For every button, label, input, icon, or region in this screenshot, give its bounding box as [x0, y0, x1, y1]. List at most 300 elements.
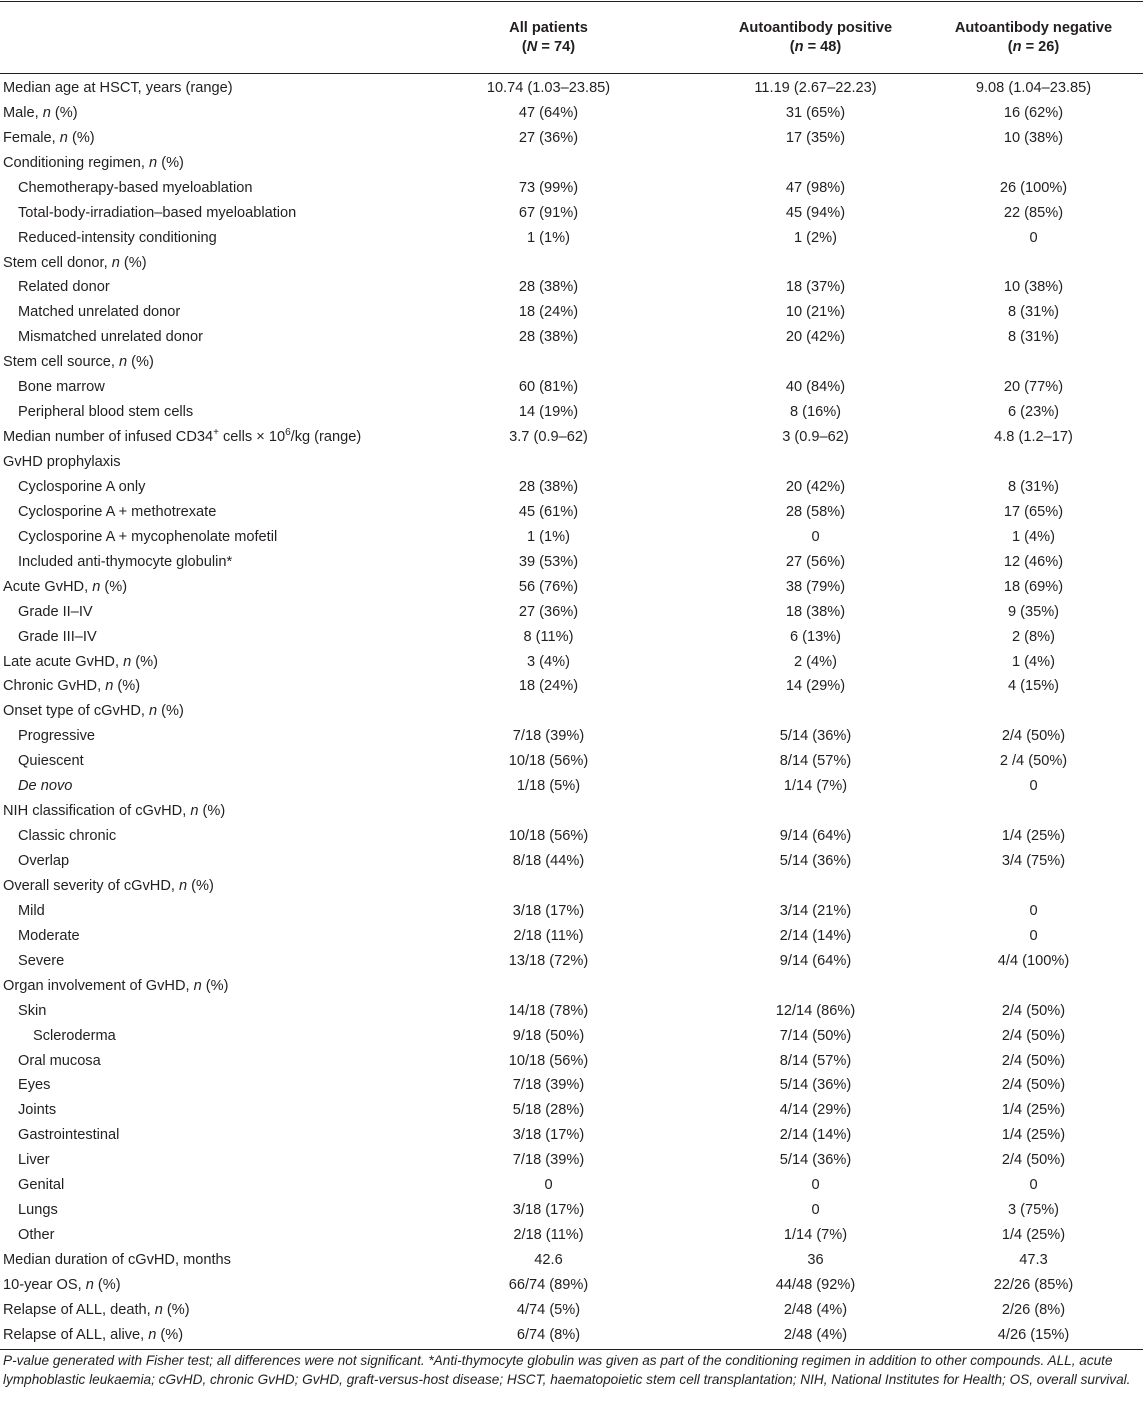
cell-pos: 2 (4%) — [794, 653, 837, 670]
cell-all: 0 — [544, 1177, 553, 1194]
table-row — [0, 1049, 1143, 1074]
cell-pos: 1/14 (7%) — [783, 778, 848, 795]
italic-n: n — [154, 1301, 163, 1318]
row-label-part: Median number of infused CD34 — [3, 429, 214, 446]
row-label-text: Reduced-intensity conditioning — [18, 229, 217, 246]
cell-pos: 5/14 (36%) — [779, 728, 852, 745]
table-row — [0, 201, 1143, 226]
header-negative-count: (n = 26) — [1007, 38, 1060, 55]
cell-neg: 1/4 (25%) — [1001, 1102, 1066, 1119]
row-label-text: Included anti-thymocyte globulin* — [18, 553, 233, 570]
cell-all — [390, 450, 707, 475]
cell-pos: 4/14 (29%) — [779, 1102, 852, 1119]
table-row — [0, 375, 1143, 400]
header-autoantibody-positive — [707, 2, 924, 74]
row-label-text: Cyclosporine A only — [18, 478, 146, 495]
cell-neg: 9 (35%) — [1007, 603, 1060, 620]
cell-neg: 47.3 — [1019, 1252, 1048, 1269]
cell-all: 3 (4%) — [527, 653, 570, 670]
row-label — [0, 500, 390, 525]
row-label — [0, 226, 390, 251]
row-label-text: Classic chronic — [18, 828, 117, 845]
header-all-patients-count: (N = 74) — [521, 38, 576, 55]
italic-n: n — [118, 354, 128, 371]
row-label-text: Genital — [18, 1177, 65, 1194]
cell-all — [390, 151, 707, 176]
cell-pos: 17 (35%) — [785, 129, 846, 146]
row-label-text: Joints — [18, 1102, 57, 1119]
cell-pos: 6 (13%) — [789, 628, 842, 645]
cell-neg: 4/26 (15%) — [924, 1323, 1143, 1350]
table-row — [0, 824, 1143, 849]
row-label-text: 10-year OS, n (%) — [3, 1276, 121, 1293]
cell-neg: 22 (85%) — [1003, 204, 1064, 221]
table-row — [0, 550, 1143, 575]
table-row — [0, 699, 1143, 724]
row-label — [0, 1024, 390, 1049]
table-row — [0, 74, 1143, 101]
row-label-text: Peripheral blood stem cells — [18, 404, 194, 421]
row-label-text: Skin — [18, 1002, 47, 1019]
cell-neg: 9.08 (1.04–23.85) — [975, 79, 1092, 96]
row-label-text: Stem cell donor, n (%) — [3, 254, 147, 271]
cell-pos: 0 — [811, 1177, 820, 1194]
cell-all: 28 (38%) — [518, 478, 579, 495]
row-label-part: + — [213, 427, 219, 439]
italic-n: n — [193, 977, 202, 994]
row-label — [0, 999, 390, 1024]
row-label-text: Quiescent — [18, 753, 84, 770]
cell-all: 39 (53%) — [518, 553, 579, 570]
table-row — [0, 151, 1143, 176]
cell-pos: 18 (38%) — [785, 603, 846, 620]
table-row — [0, 774, 1143, 799]
cell-all: 10.74 (1.03–23.85) — [486, 79, 611, 96]
table-row — [0, 350, 1143, 375]
cell-neg: 0 — [1029, 927, 1038, 944]
cell-neg: 1/4 (25%) — [1001, 1127, 1066, 1144]
cell-all: 10/18 (56%) — [508, 753, 589, 770]
row-label — [0, 201, 390, 226]
cell-pos — [707, 799, 924, 824]
cell-all: 28 (38%) — [518, 279, 579, 296]
cell-all — [390, 350, 707, 375]
table-row — [0, 849, 1143, 874]
cell-pos: 5/14 (36%) — [779, 1077, 852, 1094]
cell-all: 27 (36%) — [518, 603, 579, 620]
row-label-text: Grade III–IV — [18, 628, 97, 645]
header-all-patients-title: All patients — [509, 19, 588, 36]
row-label — [0, 1098, 390, 1123]
cell-all: 1/18 (5%) — [516, 778, 581, 795]
table-row — [0, 400, 1143, 425]
row-label — [0, 475, 390, 500]
cell-neg: 2 (8%) — [1012, 628, 1055, 645]
row-label — [0, 1148, 390, 1173]
cell-neg — [924, 699, 1143, 724]
row-label — [0, 824, 390, 849]
row-label-text: Acute GvHD, n (%) — [3, 578, 128, 595]
row-label — [0, 874, 390, 899]
table-body — [0, 74, 1143, 1350]
cell-neg: 0 — [1029, 229, 1038, 246]
cell-all: 3/18 (17%) — [512, 1127, 585, 1144]
italic-n: n — [123, 653, 132, 670]
cell-all — [390, 251, 707, 276]
cell-neg — [924, 874, 1143, 899]
row-label — [0, 1123, 390, 1148]
cell-neg — [924, 350, 1143, 375]
cell-pos: 9/14 (64%) — [779, 952, 852, 969]
cell-all: 18 (24%) — [518, 304, 579, 321]
row-label — [0, 425, 390, 450]
row-label — [0, 1074, 390, 1099]
cell-neg: 4/4 (100%) — [997, 952, 1070, 969]
cell-pos: 31 (65%) — [785, 104, 846, 121]
row-label-text: Overlap — [18, 853, 70, 870]
cell-neg: 1/4 (25%) — [1001, 828, 1066, 845]
row-label-text: Other — [18, 1227, 55, 1244]
cell-all: 6/74 (8%) — [390, 1323, 707, 1350]
cell-neg: 2/4 (50%) — [1001, 1002, 1066, 1019]
table-row — [0, 101, 1143, 126]
cell-neg: 22/26 (85%) — [993, 1276, 1074, 1293]
table-row — [0, 1273, 1143, 1298]
cell-all: 56 (76%) — [518, 578, 579, 595]
table-row — [0, 625, 1143, 650]
row-label — [0, 450, 390, 475]
cell-pos: 18 (37%) — [785, 279, 846, 296]
row-label-part: /kg (range) — [290, 429, 362, 446]
cell-pos: 2/48 (4%) — [783, 1301, 848, 1318]
cell-all: 10/18 (56%) — [508, 828, 589, 845]
cell-all: 28 (38%) — [518, 329, 579, 346]
cell-all — [390, 974, 707, 999]
italic-n: n — [59, 129, 68, 146]
table-row — [0, 1098, 1143, 1123]
row-label — [0, 650, 390, 675]
cell-pos: 7/14 (50%) — [779, 1027, 852, 1044]
italic-n: n — [42, 104, 51, 121]
row-label-text: Severe — [18, 952, 65, 969]
cell-neg: 2/4 (50%) — [1001, 1052, 1066, 1069]
cell-all — [390, 699, 707, 724]
row-label — [0, 525, 390, 550]
italic-n: n — [1012, 38, 1022, 55]
cell-pos: 8 (16%) — [789, 404, 842, 421]
cell-pos: 11.19 (2.67–22.23) — [754, 79, 877, 96]
table-row — [0, 450, 1143, 475]
table-row — [0, 974, 1143, 999]
table-row — [0, 999, 1143, 1024]
cell-pos: 45 (94%) — [785, 204, 846, 221]
cell-all: 3/18 (17%) — [512, 902, 585, 919]
row-label-text: Liver — [18, 1152, 50, 1169]
table-row — [0, 226, 1143, 251]
row-label — [0, 625, 390, 650]
cell-pos: 3 (0.9–62) — [782, 429, 849, 446]
table-row — [0, 1248, 1143, 1273]
table-row — [0, 949, 1143, 974]
patient-characteristics-table — [0, 1, 1143, 1350]
cell-pos — [707, 874, 924, 899]
cell-all: 3/18 (17%) — [512, 1202, 585, 1219]
cell-neg: 4 (15%) — [1007, 678, 1060, 695]
row-label-part: cells × 10 — [218, 429, 286, 446]
cell-neg — [924, 450, 1143, 475]
cell-pos: 47 (98%) — [785, 179, 846, 196]
table-row — [0, 525, 1143, 550]
cell-neg — [924, 251, 1143, 276]
row-label — [0, 699, 390, 724]
cell-all: 42.6 — [534, 1252, 563, 1269]
cell-neg: 3/4 (75%) — [1001, 853, 1066, 870]
row-label-text: Onset type of cGvHD, n (%) — [3, 703, 184, 720]
row-label — [0, 1323, 390, 1350]
cell-neg: 2 /4 (50%) — [999, 753, 1068, 770]
row-label — [0, 924, 390, 949]
table-row — [0, 899, 1143, 924]
table-row — [0, 575, 1143, 600]
row-label — [0, 300, 390, 325]
cell-pos: 14 (29%) — [785, 678, 846, 695]
row-label — [0, 375, 390, 400]
table-row — [0, 650, 1143, 675]
row-label — [0, 400, 390, 425]
cell-all: 3.7 (0.9–62) — [509, 429, 588, 446]
cell-pos: 10 (21%) — [785, 304, 846, 321]
table-row — [0, 325, 1143, 350]
cell-neg: 20 (77%) — [1003, 379, 1064, 396]
cell-neg: 26 (100%) — [999, 179, 1068, 196]
cell-pos: 2/14 (14%) — [779, 1127, 852, 1144]
table-row — [0, 749, 1143, 774]
cell-neg: 4.8 (1.2–17) — [994, 429, 1073, 446]
cell-pos: 28 (58%) — [785, 503, 846, 520]
cell-all: 45 (61%) — [518, 503, 579, 520]
cell-pos — [707, 450, 924, 475]
italic-n: n — [92, 578, 101, 595]
cell-neg: 8 (31%) — [1007, 304, 1060, 321]
cell-pos: 20 (42%) — [785, 478, 846, 495]
row-label-text: Gastrointestinal — [18, 1127, 120, 1144]
row-label-text: Moderate — [18, 927, 80, 944]
row-label — [0, 126, 390, 151]
row-label-text: Bone marrow — [18, 379, 105, 396]
cell-neg: 17 (65%) — [1003, 503, 1064, 520]
row-label — [0, 74, 390, 101]
italic-n: n — [794, 38, 804, 55]
cell-neg: 2/4 (50%) — [1001, 1027, 1066, 1044]
row-label — [0, 1298, 390, 1323]
cell-neg: 1 (4%) — [1012, 653, 1055, 670]
cell-pos: 0 — [811, 528, 820, 545]
cell-neg: 0 — [1029, 902, 1038, 919]
cell-pos: 8/14 (57%) — [779, 753, 852, 770]
italic-n: n — [111, 254, 120, 271]
cell-neg: 1 (4%) — [1012, 528, 1055, 545]
row-label-text: Organ involvement of GvHD, n (%) — [3, 977, 229, 994]
cell-pos — [707, 350, 924, 375]
cell-neg: 10 (38%) — [1003, 279, 1064, 296]
italic-n: n — [85, 1276, 94, 1293]
cell-pos: 1/14 (7%) — [783, 1227, 848, 1244]
row-label-text: Conditioning regimen, n (%) — [3, 154, 184, 171]
table-row — [0, 1298, 1143, 1323]
cell-neg: 2/26 (8%) — [1001, 1301, 1066, 1318]
cell-neg: 2/4 (50%) — [1001, 1152, 1066, 1169]
row-label — [0, 799, 390, 824]
table-row — [0, 425, 1143, 450]
cell-all: 73 (99%) — [518, 179, 579, 196]
cell-all: 2/18 (11%) — [513, 1227, 584, 1244]
cell-pos: 36 — [807, 1252, 824, 1269]
cell-all: 66/74 (89%) — [508, 1276, 589, 1293]
table-header-row — [0, 2, 1143, 74]
row-label — [0, 1273, 390, 1298]
row-label-text: Overall severity of cGvHD, n (%) — [3, 877, 214, 894]
cell-pos: 44/48 (92%) — [775, 1276, 856, 1293]
row-label — [0, 974, 390, 999]
cell-pos: 38 (79%) — [785, 578, 846, 595]
cell-pos: 9/14 (64%) — [779, 828, 852, 845]
table-row — [0, 176, 1143, 201]
row-label-text: Total-body-irradiation–based myeloablation — [18, 204, 297, 221]
cell-all: 27 (36%) — [518, 129, 579, 146]
cell-neg: 8 (31%) — [1007, 329, 1060, 346]
italic-n: n — [148, 1327, 157, 1344]
cell-pos: 12/14 (86%) — [775, 1002, 856, 1019]
table-row — [0, 500, 1143, 525]
cell-neg: 12 (46%) — [1003, 553, 1064, 570]
italic-n: n — [149, 154, 158, 171]
cell-pos: 8/14 (57%) — [779, 1052, 852, 1069]
table-row — [0, 1123, 1143, 1148]
cell-pos: 27 (56%) — [785, 553, 846, 570]
table-row — [0, 1223, 1143, 1248]
table-row — [0, 475, 1143, 500]
row-label-text: Stem cell source, n (%) — [3, 354, 154, 371]
cell-all: 4/74 (5%) — [516, 1301, 581, 1318]
row-label — [0, 151, 390, 176]
row-label-text: Eyes — [18, 1077, 51, 1094]
row-label-text: Median duration of cGvHD, months — [3, 1252, 231, 1269]
row-label-text: Relapse of ALL, alive, n (%) — [3, 1327, 184, 1344]
table-row — [0, 126, 1143, 151]
row-label — [0, 176, 390, 201]
row-label — [0, 101, 390, 126]
cell-all: 2/18 (11%) — [513, 927, 584, 944]
row-label — [0, 1223, 390, 1248]
row-label-text: Chronic GvHD, n (%) — [3, 678, 141, 695]
row-label-text: Oral mucosa — [18, 1052, 101, 1069]
cell-all: 5/18 (28%) — [512, 1102, 585, 1119]
table-row — [0, 874, 1143, 899]
table-row — [0, 1148, 1143, 1173]
italic-n: n — [178, 877, 188, 894]
cell-all: 13/18 (72%) — [508, 952, 589, 969]
table-row — [0, 799, 1143, 824]
row-label — [0, 325, 390, 350]
row-label-text: Female, n (%) — [3, 129, 95, 146]
row-label — [0, 600, 390, 625]
cell-neg: 16 (62%) — [1003, 104, 1064, 121]
header-negative-title: Autoantibody negative — [954, 19, 1113, 36]
cell-neg: 8 (31%) — [1007, 478, 1060, 495]
row-label — [0, 1248, 390, 1273]
row-label — [0, 1198, 390, 1223]
row-label — [0, 675, 390, 700]
cell-pos: 20 (42%) — [785, 329, 846, 346]
row-label-text: Median age at HSCT, years (range) — [3, 79, 233, 96]
row-label-text: Scleroderma — [33, 1027, 116, 1044]
row-label-text: GvHD prophylaxis — [3, 454, 121, 471]
row-label — [0, 849, 390, 874]
cell-pos: 5/14 (36%) — [779, 853, 852, 870]
cell-all: 9/18 (50%) — [512, 1027, 585, 1044]
cell-pos — [707, 151, 924, 176]
row-label — [0, 550, 390, 575]
cell-all: 14 (19%) — [518, 404, 579, 421]
row-label-text: NIH classification of cGvHD, n (%) — [3, 803, 226, 820]
table-row — [0, 675, 1143, 700]
cell-all: 47 (64%) — [518, 104, 579, 121]
row-label-text: Matched unrelated donor — [18, 304, 181, 321]
table-row — [0, 1323, 1143, 1350]
table-row — [0, 300, 1143, 325]
cell-pos: 40 (84%) — [785, 379, 846, 396]
italic-n: n — [190, 803, 199, 820]
row-label-part: 6 — [285, 427, 291, 439]
header-positive-title: Autoantibody positive — [738, 19, 893, 36]
row-label — [0, 575, 390, 600]
cell-neg: 2/4 (50%) — [1001, 1077, 1066, 1094]
cell-pos: 2/14 (14%) — [779, 927, 852, 944]
table-row — [0, 724, 1143, 749]
italic-n: n — [149, 703, 158, 720]
cell-all: 60 (81%) — [518, 379, 579, 396]
cell-all: 8/18 (44%) — [512, 853, 585, 870]
italic-n: n — [105, 678, 114, 695]
cell-pos: 3/14 (21%) — [779, 902, 852, 919]
cell-all: 7/18 (39%) — [512, 1152, 585, 1169]
cell-neg: 2/4 (50%) — [1001, 728, 1066, 745]
row-label-text: Mild — [18, 902, 45, 919]
row-label-text: Chemotherapy-based myeloablation — [18, 179, 253, 196]
row-label — [0, 724, 390, 749]
row-label — [0, 949, 390, 974]
header-all-patients — [390, 2, 707, 74]
cell-all — [390, 799, 707, 824]
row-label-text: Cyclosporine A + methotrexate — [18, 503, 217, 520]
row-label — [0, 1173, 390, 1198]
row-label-text: Relapse of ALL, death, n (%) — [3, 1301, 190, 1318]
cell-neg: 10 (38%) — [1003, 129, 1064, 146]
table-row — [0, 251, 1143, 276]
cell-all: 7/18 (39%) — [512, 1077, 585, 1094]
cell-neg: 0 — [1029, 778, 1038, 795]
cell-pos: 1 (2%) — [794, 229, 837, 246]
cell-all — [390, 874, 707, 899]
cell-pos: 5/14 (36%) — [779, 1152, 852, 1169]
cell-all: 14/18 (78%) — [508, 1002, 589, 1019]
cell-neg: 0 — [1029, 1177, 1038, 1194]
cell-pos — [707, 699, 924, 724]
table-row — [0, 1198, 1143, 1223]
italic-n: N — [526, 38, 538, 55]
cell-all: 1 (1%) — [527, 528, 570, 545]
cell-all: 67 (91%) — [518, 204, 579, 221]
